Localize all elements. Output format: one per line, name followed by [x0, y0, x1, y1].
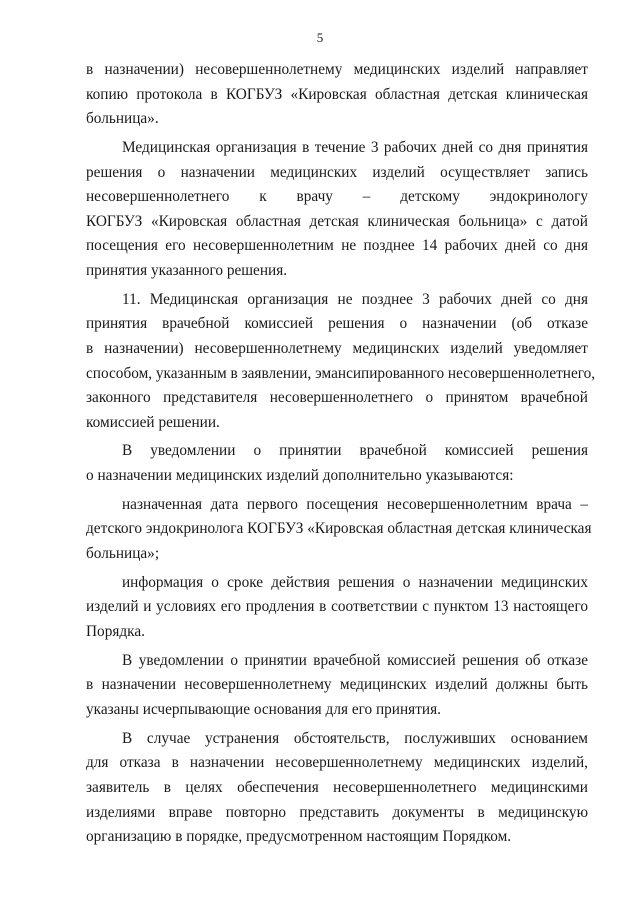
text-line: изделиями вправе повторно представить документы в медицинскую — [86, 803, 588, 821]
text-line: несовершеннолетнего к врачу – детскому эндокринологу — [86, 188, 588, 206]
text-line: в назначении несовершеннолетнему медицинских изделий должны быть — [86, 676, 588, 694]
text-line: больница». — [86, 110, 159, 128]
paragraph-notification-content — [86, 439, 588, 488]
text-line: В случае устранения обстоятельств, послуживших основанием — [122, 729, 588, 747]
text-line: КОГБУЗ «Кировская областная детская клиническая больница» с датой — [86, 212, 588, 230]
paragraph-continuation — [86, 58, 588, 132]
text-line: 11. Медицинская организация не позднее 3 рабочих дней со дня — [122, 290, 588, 308]
text-line: В уведомлении о принятии врачебной комиссией решения — [122, 442, 588, 460]
text-line: копию протокола в КОГБУЗ «Кировская областная детская клиническая — [86, 85, 588, 103]
paragraph-item-11 — [86, 288, 596, 436]
text-line: решения о назначении медицинских изделий осуществляет запись — [86, 163, 588, 181]
text-line: изделий и условиях его продления в соответствии с пунктом 13 настоящего — [86, 598, 588, 616]
text-line: законного представителя несовершеннолетнего о принятом врачебной — [86, 389, 588, 407]
paragraph-decision-term — [86, 571, 588, 645]
text-line: Медицинская организация в течение 3 рабочих дней со дня принятия — [122, 138, 588, 156]
text-line: посещения его несовершеннолетним не позднее 14 рабочих дней со дня — [86, 237, 588, 255]
text-line: способом, указанным в заявлении, эмансипированного несовершеннолетнего, — [86, 364, 596, 382]
text-line: детского эндокринолога КОГБУЗ «Кировская областная детская клиническая — [86, 520, 592, 538]
paragraph-refusal-grounds — [86, 649, 588, 723]
text-line: Порядка. — [86, 623, 145, 640]
text-line: больница»; — [86, 545, 160, 563]
paragraph-resubmission — [86, 727, 588, 850]
paragraph-first-visit-date — [86, 493, 592, 567]
text-line: организацию в порядке, предусмотренном настоящим Порядком. — [86, 828, 512, 846]
text-line: о назначении медицинских изделий дополнительно указываются: — [86, 467, 514, 485]
page-number: 5 — [316, 30, 324, 45]
text-line: указаны исчерпывающие основания для его принятия. — [86, 700, 441, 718]
text-line: информация о сроке действия решения о назначении медицинских — [122, 573, 588, 591]
text-line: в назначении) несовершеннолетнему медицинских изделий уведомляет — [86, 339, 588, 357]
text-line: для отказа в назначении несовершеннолетнему медицинских изделий, — [86, 754, 588, 772]
text-line: комиссией решении. — [86, 413, 220, 431]
text-line: В уведомлении о принятии врачебной комиссией решения об отказе — [122, 651, 588, 669]
document-body — [86, 58, 596, 854]
text-line: назначенная дата первого посещения несовершеннолетним врача – — [122, 495, 588, 513]
text-line: заявитель в целях обеспечения несовершеннолетнего медицинскими — [86, 778, 588, 796]
paragraph-appointment-record — [86, 136, 588, 284]
text-line: в назначении) несовершеннолетнему медицинских изделий направляет — [86, 61, 588, 78]
text-line: принятия указанного решения. — [86, 261, 288, 279]
text-line: принятия врачебной комиссией решения о назначении (об отказе — [86, 315, 588, 333]
